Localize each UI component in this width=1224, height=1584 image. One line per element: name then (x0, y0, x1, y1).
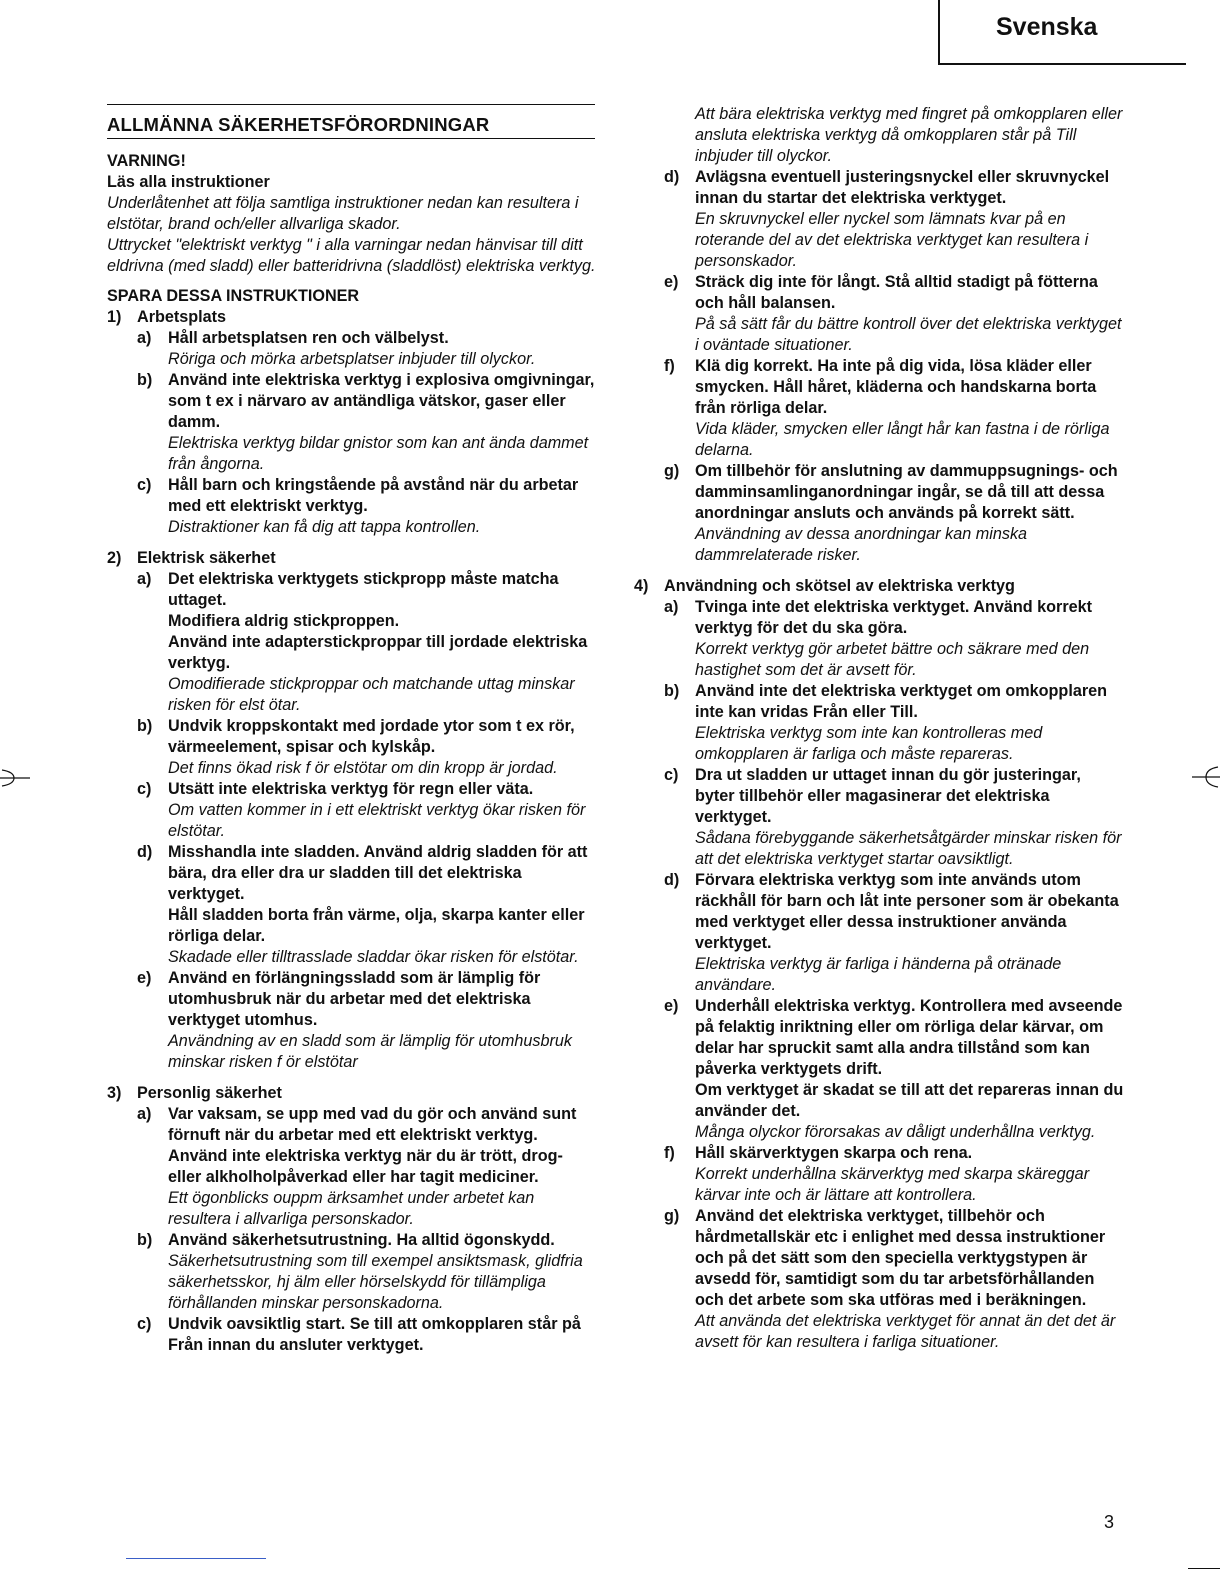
explanation-text: Korrekt verktyg gör arbetet bättre och säkrare med den hastighet som det är avsett för. (695, 640, 1090, 679)
explanation-text: En skruvnyckel eller nyckel som lämnats kvar på en roterande del av det elektriska verktyget kan resultera i personskador. (695, 210, 1089, 270)
item-letter: e) (664, 273, 679, 291)
list-item (664, 996, 1124, 1143)
item-letter: d) (664, 168, 680, 186)
left-column (107, 104, 599, 1356)
list-item (137, 370, 599, 475)
list-item (664, 597, 1124, 681)
item-body (695, 461, 1124, 566)
item-letter: b) (137, 371, 153, 389)
list-item (664, 272, 1124, 356)
explanation-text: Vida kläder, smycken eller långt hår kan fastna i de rörliga delarna. (695, 420, 1110, 459)
item-letter: f) (664, 1144, 675, 1162)
instruction-text: Använd inte elektriska verktyg i explosiva omgivningar, som t ex i närvaro av antändliga vätskor, gaser eller damm. (168, 371, 595, 431)
explanation-text: Det finns ökad risk f ör elstötar om din kropp är jordad. (168, 759, 558, 777)
section-4 (634, 576, 1124, 1353)
list-item (664, 870, 1124, 996)
list-item (664, 1206, 1124, 1353)
item-body (168, 569, 599, 716)
item-letter: c) (137, 1315, 152, 1333)
intro-paragraph: Underlåtenhet att följa samtliga instruktioner nedan kan resultera i elstötar, brand och/eller allvarliga skador. (107, 194, 579, 233)
explanation-text: Användning av en sladd som är lämplig för utomhusbruk minskar risken f ör elstötar (168, 1032, 573, 1071)
item-body (168, 779, 599, 842)
explanation-text: Om vatten kommer in i ett elektriskt verktyg ökar risken för elstötar. (168, 801, 586, 840)
section-number: 3) (107, 1084, 122, 1102)
instruction-text: Modifiera aldrig stickproppen. (168, 612, 400, 630)
explanation-text: Användning av dessa anordningar kan minska dammrelaterade risker. (695, 525, 1028, 564)
instruction-text: Sträck dig inte för långt. Stå alltid stadigt på fötterna och håll balansen. (695, 273, 1098, 312)
item-body (168, 842, 599, 968)
item-letter: b) (137, 1231, 153, 1249)
item-letter: c) (137, 476, 152, 494)
list-item (137, 1230, 599, 1314)
left-sections (107, 307, 599, 1356)
explanation-text: Distraktioner kan få dig att tappa kontrollen. (168, 518, 481, 536)
item-letter: c) (664, 766, 679, 784)
item-letter: a) (664, 598, 679, 616)
instruction-text: Håll skärverktygen skarpa och rena. (695, 1144, 973, 1162)
instruction-text: Klä dig korrekt. Ha inte på dig vida, lösa kläder eller smycken. Håll håret, kläderna och handskarna borta från rörliga delar. (695, 357, 1097, 417)
explanation-text: Elektriska verktyg är farliga i händerna på otränade användare. (695, 955, 1062, 994)
explanation-text: Elektriska verktyg som inte kan kontrolleras med omkopplaren är farliga och måste repareras. (695, 724, 1043, 763)
numbered-section (107, 1083, 599, 1356)
instruction-text: Använd inte det elektriska verktyget om omkopplaren inte kan vridas Från eller Till. (695, 682, 1108, 721)
instruction-text: Håll arbetsplatsen ren och välbelyst. (168, 329, 449, 347)
instruction-text: Använd inte elektriska verktyg när du är trött, drog- eller alkholholpåverkad eller har tagit mediciner. (168, 1147, 563, 1186)
list-item (137, 842, 599, 968)
item-body (695, 681, 1124, 765)
numbered-section (634, 576, 1124, 1353)
instruction-text: Avlägsna eventuell justeringsnyckel eller skruvnyckel innan du startar det elektriska verktyget. (695, 168, 1110, 207)
explanation-text: På så sätt får du bättre kontroll över det elektriska verktyget i oväntade situationer. (695, 315, 1122, 354)
section-heading-text: Arbetsplats (137, 308, 227, 326)
section-3-continued (634, 167, 1124, 566)
item-body (695, 272, 1124, 356)
explanation-text: Ett ögonblicks ouppm ärksamhet under arbetet kan resultera i allvarliga personskador. (168, 1189, 535, 1228)
intro-paragraph: Uttrycket "elektriskt verktyg " i alla varningar nedan hänvisar till ditt eldrivna (med sladd) eller batteridrivna (sladdlöst) elektriska verktyg. (107, 236, 596, 275)
section-heading (107, 307, 599, 328)
item-letter: g) (664, 462, 680, 480)
list-item (664, 461, 1124, 566)
item-letter: a) (137, 570, 152, 588)
list-item (137, 968, 599, 1073)
list-item (137, 569, 599, 716)
item-letter: d) (137, 843, 153, 861)
item-letter: e) (664, 997, 679, 1015)
item-letter: b) (137, 717, 153, 735)
item-body (695, 167, 1124, 272)
item-letter: d) (664, 871, 680, 889)
explanation-text: Elektriska verktyg bildar gnistor som kan ant ända dammet från ångorna. (168, 434, 589, 473)
instruction-text: Om verktyget är skadat se till att det repareras innan du använder det. (695, 1081, 1124, 1120)
item-body (168, 968, 599, 1073)
list-item (664, 1143, 1124, 1206)
instruction-text: Misshandla inte sladden. Använd aldrig sladden för att bära, dra eller dra ur sladden till det elektriska verktyget. (168, 843, 588, 903)
instruction-text: Var vaksam, se upp med vad du gör och använd sunt förnuft när du arbetar med ett elektriskt verktyg. (168, 1105, 577, 1144)
instruction-text: Om tillbehör för anslutning av dammuppsugnings- och damminsamlinganordningar ingår, se då till att dessa anordningar ansluts och används på korrekt sätt. (695, 462, 1118, 522)
item-body (168, 475, 599, 538)
explanation-text: Korrekt underhållna skärverktyg med skarpa skäreggar kärvar inte och är lättare att kontrollera. (695, 1165, 1090, 1204)
numbered-section (107, 307, 599, 538)
page-number: 3 (1104, 1512, 1115, 1532)
list-item (664, 356, 1124, 461)
list-item (137, 475, 599, 538)
list-item (137, 779, 599, 842)
section-number: 1) (107, 308, 122, 326)
section-title: ALLMÄNNA SÄKERHETSFÖRORDNINGAR (107, 104, 595, 139)
instruction-text: Använd en förlängningssladd som är lämplig för utomhusbruk när du arbetar med det elektriska verktyget utomhus. (168, 969, 541, 1029)
instruction-text: Håll barn och kringstående på avstånd när du arbetar med ett elektriskt verktyg. (168, 476, 579, 515)
item-letter: a) (137, 1105, 152, 1123)
crop-mark-icon (0, 768, 30, 788)
list-item (664, 765, 1124, 870)
explanation-text: Att använda det elektriska verktyget för annat än det det är avsett för kan resultera i farliga situationer. (695, 1312, 1116, 1351)
list-item (137, 328, 599, 370)
section-heading-text: Användning och skötsel av elektriska verktyg (664, 577, 1015, 595)
item-body (168, 1104, 599, 1230)
item-letter: g) (664, 1207, 680, 1225)
instruction-text: Använd inte adapterstickproppar till jordade elektriska verktyg. (168, 633, 588, 672)
item-body (168, 328, 599, 370)
instruction-text: Håll sladden borta från värme, olja, skarpa kanter eller rörliga delar. (168, 906, 585, 945)
numbered-section (107, 548, 599, 1073)
section-number: 2) (107, 549, 122, 567)
explanation-text: Omodifierade stickproppar och matchande uttag minskar risken för elst ötar. (168, 675, 575, 714)
list-item (137, 1104, 599, 1230)
instruction-text: Undvik kroppskontakt med jordade ytor som t ex rör, värmeelement, spisar och kylskåp. (168, 717, 575, 756)
bottom-rule (126, 1558, 266, 1559)
item-body (695, 765, 1124, 870)
item-body (695, 1143, 1124, 1206)
section-heading (107, 548, 599, 569)
instruction-text: Dra ut sladden ur uttaget innan du gör justeringar, byter tillbehör eller magasinerar det elektriska verktyget. (695, 766, 1081, 826)
instruction-text: Tvinga inte det elektriska verktyget. Använd korrekt verktyg för det du ska göra. (695, 598, 1093, 637)
bottom-rule (1188, 1568, 1220, 1569)
section-heading-text: Elektrisk säkerhet (137, 549, 276, 567)
item-body (168, 370, 599, 475)
crop-mark-icon (1190, 765, 1220, 789)
item-body (695, 870, 1124, 996)
explanation-text: Sådana förebyggande säkerhetsåtgärder minskar risken för att det elektriska verktyget startar oavsiktligt. (695, 829, 1122, 868)
explanation-text: Röriga och mörka arbetsplatser inbjuder till olyckor. (168, 350, 536, 368)
instruction-text: Utsätt inte elektriska verktyg för regn eller väta. (168, 780, 534, 798)
section-number: 4) (634, 577, 649, 595)
list-item (137, 716, 599, 779)
item-letter: b) (664, 682, 680, 700)
item-body (168, 1230, 599, 1314)
item-body (168, 716, 599, 779)
instruction-text: Underhåll elektriska verktyg. Kontrollera med avseende på felaktig inriktning eller om rörliga delar kärvar, om delar har spruckit samt alla andra tillstånd som kan påverka verktygets drift. (695, 997, 1123, 1078)
item-body (695, 1206, 1124, 1353)
save-instructions-heading: SPARA DESSA INSTRUKTIONER (107, 287, 360, 305)
read-all-heading: Läs alla instruktioner (107, 173, 270, 191)
instruction-text: Använd säkerhetsutrustning. Ha alltid ögonskydd. (168, 1231, 555, 1249)
instruction-text: Använd det elektriska verktyget, tillbehör och hårdmetallskär etc i enlighet med dessa instruktioner och på det sätt som den speciella verktygstypen är avsedd för, samtidigt som du tar arbetsförhållanden och det arbete som ska utföras med i beräkningen. (695, 1207, 1106, 1309)
warning-heading: VARNING! (107, 152, 186, 170)
section-heading (107, 1083, 599, 1104)
item-letter: a) (137, 329, 152, 347)
instruction-text: Förvara elektriska verktyg som inte används utom räckhåll för barn och låt inte personer som är obekanta med verktyget eller dessa instruktioner använda verktyget. (695, 871, 1119, 952)
item-letter: c) (137, 780, 152, 798)
explanation-text: Säkerhetsutrustning som till exempel ansiktsmask, glidfria säkerhetsskor, hj älm eller hörselskydd för tillämpliga förhållanden minskar personskadorna. (168, 1252, 583, 1312)
item-body (695, 597, 1124, 681)
list-item (664, 167, 1124, 272)
continuation-paragraph: Att bära elektriska verktyg med fingret på omkopplaren eller ansluta elektriska verktyg då omkopplaren står på Till inbjuder till olyckor. (695, 105, 1123, 165)
language-label: Svenska (996, 13, 1098, 41)
item-letter: e) (137, 969, 152, 987)
section-heading-text: Personlig säkerhet (137, 1084, 282, 1102)
list-item (664, 681, 1124, 765)
instruction-text: Det elektriska verktygets stickpropp måste matcha uttaget. (168, 570, 559, 609)
item-body (695, 356, 1124, 461)
item-body (168, 1314, 599, 1356)
explanation-text: Skadade eller tilltrasslade sladdar ökar risken för elstötar. (168, 948, 579, 966)
item-letter: f) (664, 357, 675, 375)
section-heading (634, 576, 1124, 597)
explanation-text: Många olyckor förorsakas av dåligt underhållna verktyg. (695, 1123, 1096, 1141)
instruction-text: Undvik oavsiktlig start. Se till att omkopplaren står på Från innan du ansluter verktyget. (168, 1315, 581, 1354)
list-item (137, 1314, 599, 1356)
item-body (695, 996, 1124, 1143)
right-column (634, 104, 1124, 1353)
